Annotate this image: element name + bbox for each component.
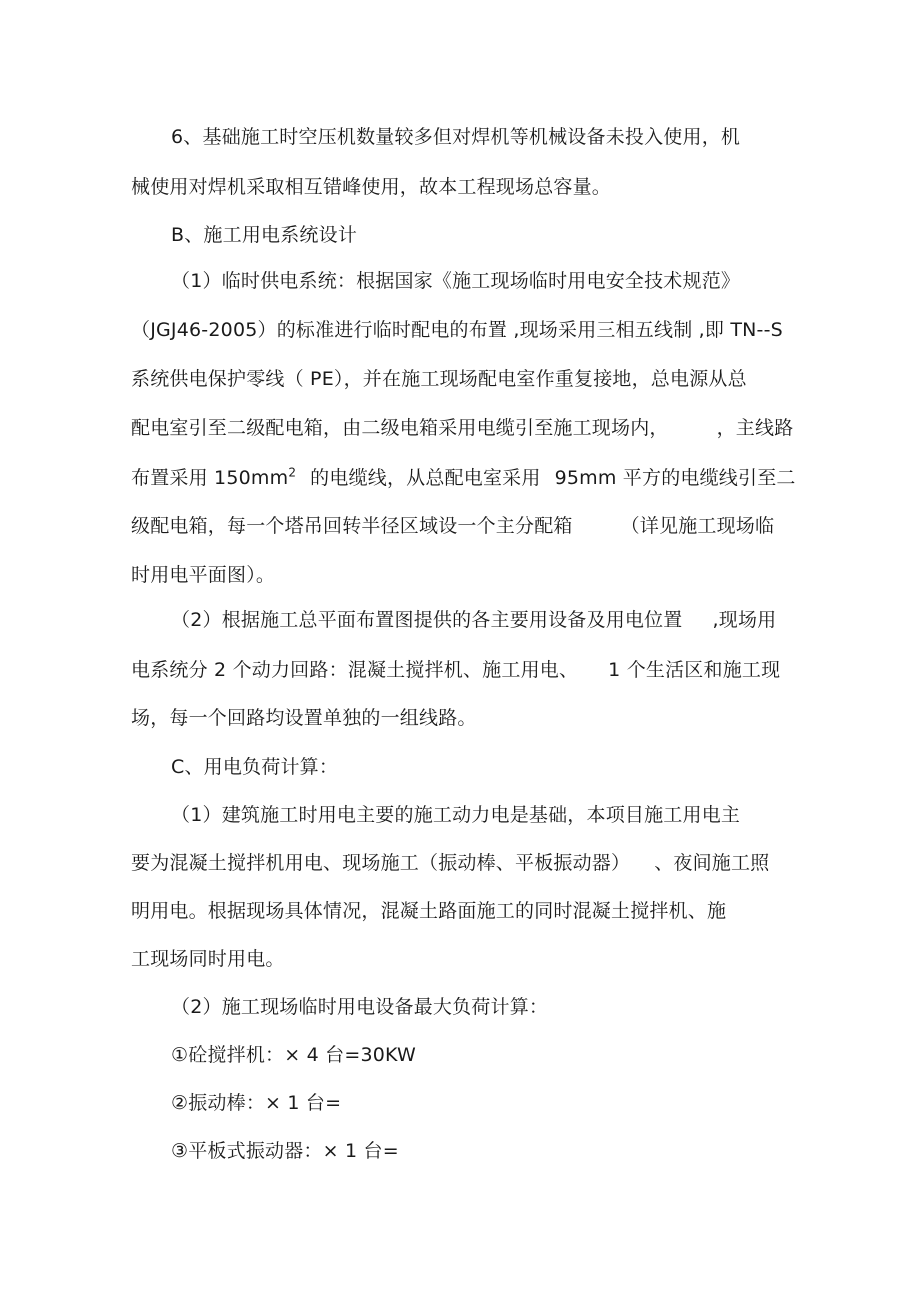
- paragraph-2-line-4: [131, 415, 793, 441]
- paragraph-3-line-1-part-b: ,现场用: [712, 609, 777, 631]
- paragraph-2-line-5: [131, 465, 796, 491]
- paragraph-3-line-2: [131, 657, 780, 683]
- list-item-3: ③平板式振动器：× 1 台=: [171, 1140, 399, 1162]
- paragraph-2-line-6-part-a: 级配电箱，每一个塔吊回转半径区域设一个主分配箱: [131, 515, 573, 537]
- paragraph-2-line-6: [131, 513, 774, 539]
- list-item-1: ①砼搅拌机：× 4 台=30KW: [171, 1044, 416, 1066]
- paragraph-2-line-5-part-b: 的电缆线，从总配电室采用: [310, 467, 541, 489]
- paragraph-2-line-4-part-b: ，主线路: [716, 417, 794, 439]
- paragraph-2-line-5-part-a: 布置采用 150mm: [131, 467, 289, 489]
- paragraph-3-line-3: 场，每一个回路均设置单独的一组线路。: [131, 707, 477, 729]
- paragraph-2-line-3: 系统供电保护零线（ PE），并在施工现场配电室作重复接地，总电源从总: [131, 368, 747, 390]
- paragraph-2-line-6-part-b: （详见施工现场临: [620, 515, 775, 537]
- paragraph-3-line-2-part-a: 电系统分 2 个动力回路：混凝土搅拌机、施工用电、: [131, 659, 579, 681]
- paragraph-2-line-1: （1）临时供电系统：根据国家《施工现场临时用电安全技术规范》: [171, 270, 741, 292]
- paragraph-2-line-4-part-a: 配电室引至二级配电箱，由二级电箱采用电缆引至施工现场内，: [131, 417, 669, 439]
- list-item-2: ②振动棒：× 1 台=: [171, 1092, 342, 1114]
- paragraph-3-line-1: [171, 607, 776, 633]
- paragraph-4-line-2-part-a: 要为混凝土搅拌机用电、现场施工（振动棒、平板振动器）: [131, 852, 631, 874]
- paragraph-1-line-1: 6、基础施工时空压机数量较多但对焊机等机械设备未投入使用，机: [171, 126, 741, 148]
- paragraph-2-line-2: （JGJ46-2005）的标准进行临时配电的布置 ,现场采用三相五线制 ,即 TN--S: [131, 319, 783, 341]
- paragraph-4-line-2: [131, 850, 769, 876]
- paragraph-4-line-3: 明用电。根据现场具体情况，混凝土路面施工的同时混凝土搅拌机、施: [131, 900, 727, 922]
- paragraph-2-line-5-part-c: 95mm 平方的电缆线引至二: [554, 467, 796, 489]
- heading-b: B、施工用电系统设计: [171, 224, 358, 246]
- paragraph-3-line-2-part-b: 1 个生活区和施工现: [608, 659, 781, 681]
- paragraph-5-line-1: （2）施工现场临时用电设备最大负荷计算：: [171, 996, 549, 1018]
- paragraph-2-line-7: 时用电平面图）。: [131, 564, 276, 586]
- heading-c: C、用电负荷计算：: [171, 756, 339, 778]
- paragraph-1-line-2: 械使用对焊机采取相互错峰使用，故本工程现场总容量。: [131, 176, 612, 198]
- paragraph-4-line-1: （1）建筑施工时用电主要的施工动力电是基础，本项目施工用电主: [171, 804, 741, 826]
- paragraph-4-line-2-part-b: 、夜间施工照: [654, 852, 770, 874]
- paragraph-4-line-4: 工现场同时用电。: [131, 948, 285, 970]
- superscript-2: 2: [288, 465, 297, 480]
- paragraph-3-line-1-part-a: （2）根据施工总平面布置图提供的各主要用设备及用电位置: [171, 609, 683, 631]
